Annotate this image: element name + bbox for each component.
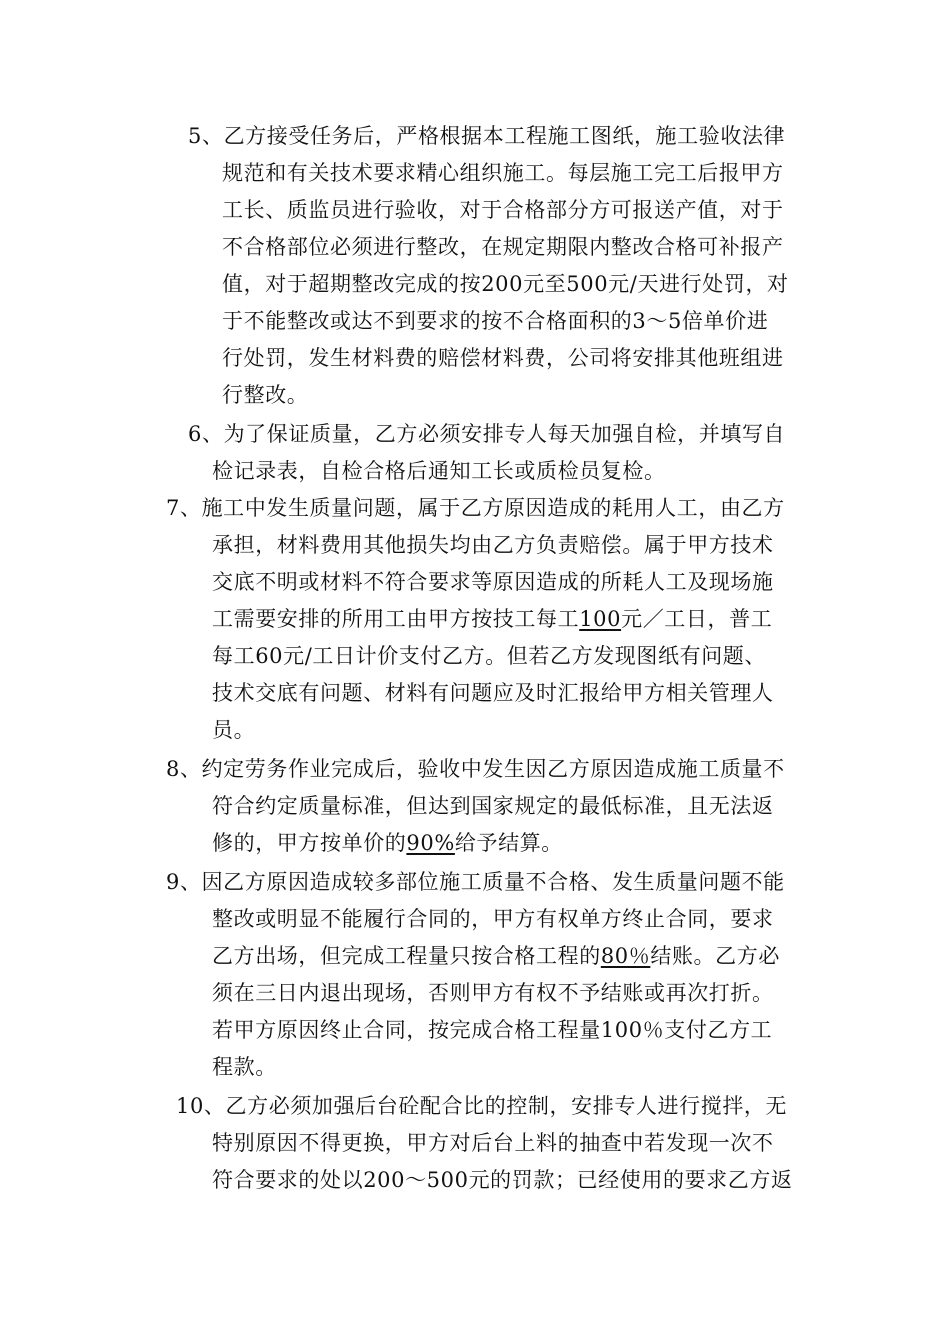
item-10-number: 10、 (176, 1094, 226, 1118)
item-7-line-2: 承担，材料费用其他损失均由乙方负责赔偿。属于甲方技术 (212, 533, 774, 557)
item-9-line-3: 乙方出场，但完成工程量只按合格工程的80％结账。乙方必 (212, 944, 780, 968)
item-10-line-2: 特别原因不得更换，甲方对后台上料的抽查中若发现一次不 (212, 1131, 774, 1155)
item-8-line-2: 符合约定质量标准，但达到国家规定的最低标准，且无法返 (212, 794, 774, 818)
item-5-line-2: 规范和有关技术要求精心组织施工。每层施工完工后报甲方 (222, 161, 784, 185)
item-5-line-7: 行处罚，发生材料费的赔偿材料费，公司将安排其他班组进 (222, 346, 784, 370)
item-9-number: 9、 (166, 870, 202, 894)
item-8-number: 8、 (166, 757, 202, 781)
item-10-line-3: 符合要求的处以200～500元的罚款；已经使用的要求乙方返 (212, 1168, 793, 1192)
item-6-line-1: 6、为了保证质量，乙方必须安排专人每天加强自检，并填写自 (188, 422, 786, 446)
item-9-line-1: 9、因乙方原因造成较多部位施工质量不合格、发生质量问题不能 (166, 870, 785, 894)
item-6-number: 6、 (188, 422, 224, 446)
item-5-line-5: 值，对于超期整改完成的按200元至500元/天进行处罚，对 (222, 272, 789, 296)
item-9-line-4: 须在三日内退出现场，否则甲方有权不予结账或再次打折。 (212, 981, 774, 1005)
item-7-line-3: 交底不明或材料不符合要求等原因造成的所耗人工及现场施 (212, 570, 774, 594)
item-9-line-6: 程款。 (212, 1055, 277, 1079)
item-9-line-2: 整改或明显不能履行合同的，甲方有权单方终止合同，要求 (212, 907, 774, 931)
item-10-line-1: 10、乙方必须加强后台砼配合比的控制，安排专人进行搅拌，无 (176, 1094, 788, 1118)
item-9-line-5: 若甲方原因终止合同，按完成合格工程量100％支付乙方工 (212, 1018, 773, 1042)
item-7-line-7: 员。 (212, 718, 256, 742)
item-5-number: 5、 (188, 124, 224, 148)
item-7-line-1: 7、施工中发生质量问题，属于乙方原因造成的耗用人工，由乙方 (166, 496, 785, 520)
item-5-line-4: 不合格部位必须进行整改，在规定期限内整改合格可补报产 (222, 235, 784, 259)
item-5-line-1: 5、乙方接受任务后，严格根据本工程施工图纸，施工验收法律 (188, 124, 786, 148)
underlined-percent-80: 80％ (600, 944, 651, 968)
item-5-line-3: 工长、质监员进行验收，对于合格部分方可报送产值，对于 (222, 198, 784, 222)
item-8-line-1: 8、约定劳务作业完成后，验收中发生因乙方原因造成施工质量不 (166, 757, 785, 781)
item-6-line-2: 检记录表，自检合格后通知工长或质检员复检。 (212, 459, 666, 483)
underlined-rate-skilled: 100 (579, 607, 622, 631)
item-7-line-4: 工需要安排的所用工由甲方按技工每工100元／工日，普工 (212, 607, 773, 631)
item-8-line-3: 修的，甲方按单价的90%给予结算。 (212, 831, 563, 855)
item-7-line-6: 技术交底有问题、材料有问题应及时汇报给甲方相关管理人 (212, 681, 774, 705)
item-5-line-8: 行整改。 (222, 383, 309, 407)
underlined-percent-90: 90% (406, 831, 455, 855)
item-7-number: 7、 (166, 496, 202, 520)
item-5-line-6: 于不能整改或达不到要求的按不合格面积的3～5倍单价进 (222, 309, 769, 333)
item-7-line-5: 每工60元/工日计价支付乙方。但若乙方发现图纸有问题、 (212, 644, 766, 668)
